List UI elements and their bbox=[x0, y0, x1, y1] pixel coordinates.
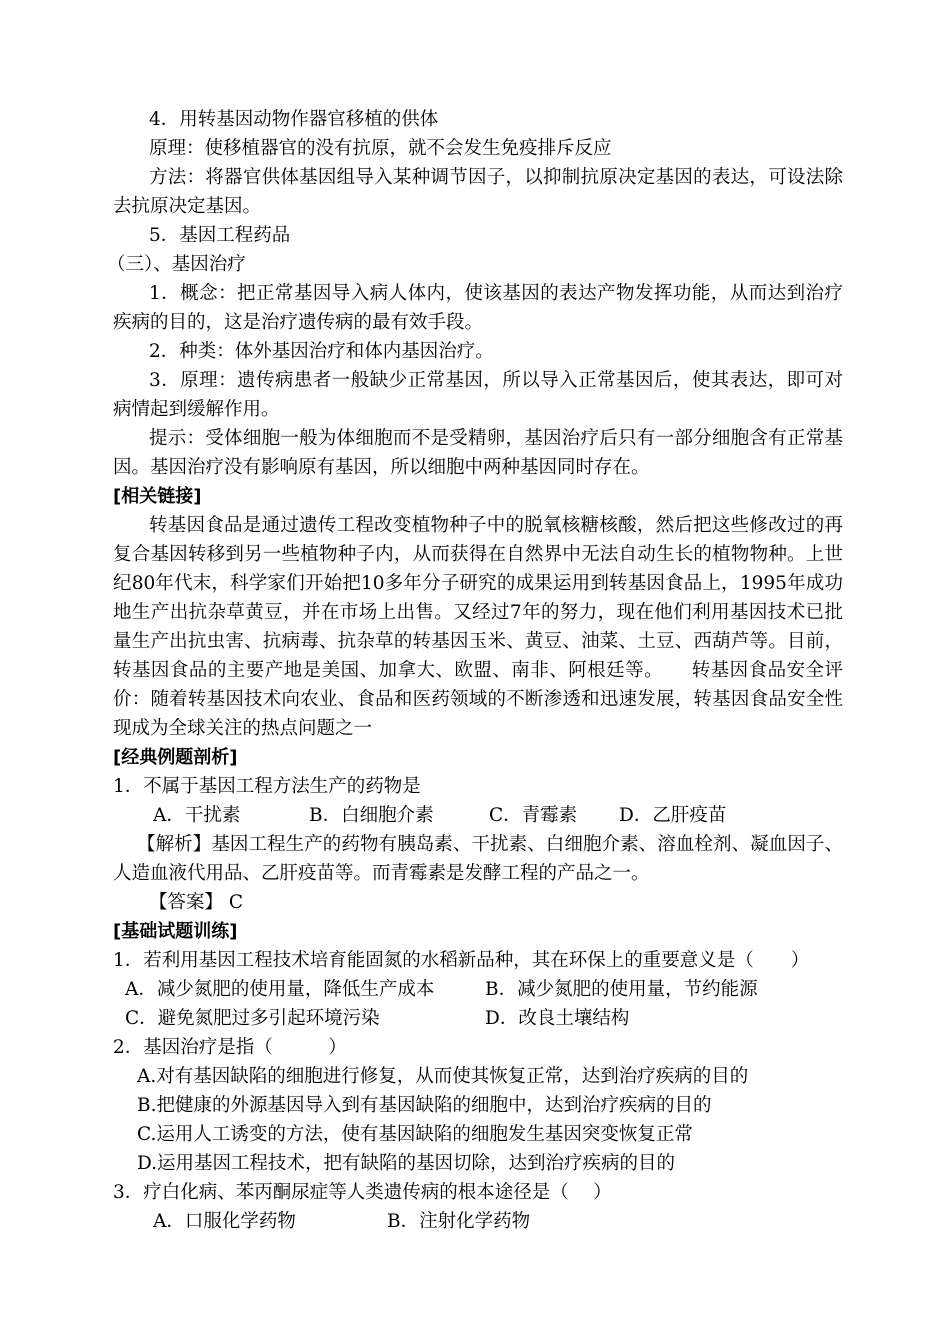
question-1-option-d: D．改良土壤结构 bbox=[485, 1008, 630, 1029]
concept-paragraph: 1．概念：把正常基因导入病人体内，使该基因的表达产物发挥功能，从而达到治疗疾病的目的，这是治疗遗传病的最有效手段。 bbox=[113, 283, 843, 333]
question-1: 1．若利用基因工程技术培育能固氮的水稻新品种，其在环保上的重要意义是（ ） bbox=[113, 950, 810, 971]
section-item-5: 5．基因工程药品 bbox=[149, 225, 291, 246]
question-1-options-row2 bbox=[113, 1004, 843, 1033]
question-3-option-b: B．注射化学药物 bbox=[387, 1211, 531, 1232]
question-3-option-a: A．口服化学药物 bbox=[153, 1211, 296, 1232]
question-1-option-a: A．减少氮肥的使用量，降低生产成本 bbox=[125, 979, 435, 1000]
question-1-option-c: C．避免氮肥过多引起环境污染 bbox=[125, 1008, 380, 1029]
example-option-a: A．干扰素 bbox=[153, 805, 241, 826]
related-links-heading: [相关链接] bbox=[113, 486, 202, 507]
related-links-body: 转基因食品是通过遗传工程改变植物种子中的脱氧核糖核酸，然后把这些修改过的再复合基因转移到另一些植物种子内，从而获得在自然界中无法自动生长的植物物种。上世纪80年代末，科学家们开始把10多年分子研究的成果运用到转基因食品上，1995年成功地生产出抗杂草黄豆，并在市场上出售。又经过7年的努力，现在他们利用基因技术已批量生产出抗虫害、抗病毒、抗杂草的转基因玉米、黄豆、油菜、土豆、西葫芦等。目前，转基因食品的主要产地是美国、加拿大、欧盟、南非、阿根廷等。 转基因食品安全评价：随着转基因技术向农业、食品和医药领域的不断渗透和迅速发展，转基因食品安全性现成为全球关注的热点问题之一 bbox=[113, 515, 843, 739]
example-heading: [经典例题剖析] bbox=[113, 747, 238, 768]
question-2: 2．基因治疗是指（ ） bbox=[113, 1037, 347, 1058]
example-answer: 【答案】 C bbox=[149, 892, 244, 913]
question-2-option-d: D.运用基因工程技术，把有缺陷的基因切除，达到治疗疾病的目的 bbox=[137, 1153, 676, 1174]
section-item-4: 4．用转基因动物作器官移植的供体 bbox=[149, 109, 439, 130]
example-options bbox=[113, 801, 843, 830]
question-1-options-row1 bbox=[113, 975, 843, 1004]
question-2-option-c: C.运用人工诱变的方法，使有基因缺陷的细胞发生基因突变恢复正常 bbox=[137, 1124, 693, 1145]
training-heading: [基础试题训练] bbox=[113, 921, 238, 942]
example-option-c: C．青霉素 bbox=[489, 805, 578, 826]
question-3: 3．疗白化病、苯丙酮尿症等人类遗传病的根本途径是（ ） bbox=[113, 1182, 612, 1203]
example-option-d: D．乙肝疫苗 bbox=[619, 805, 727, 826]
principle-paragraph: 3．原理：遗传病患者一般缺少正常基因，所以导入正常基因后，使其表达，即可对病情起到缓解作用。 bbox=[113, 370, 843, 420]
question-2-option-a: A.对有基因缺陷的细胞进行修复，从而使其恢复正常，达到治疗疾病的目的 bbox=[137, 1066, 749, 1087]
example-question: 1．不属于基因工程方法生产的药物是 bbox=[113, 776, 421, 797]
question-1-option-b: B．减少氮肥的使用量，节约能源 bbox=[485, 979, 758, 1000]
question-2-option-b: B.把健康的外源基因导入到有基因缺陷的细胞中，达到治疗疾病的目的 bbox=[137, 1095, 712, 1116]
method-paragraph: 方法：将器官供体基因组导入某种调节因子，以抑制抗原决定基因的表达，可设法除去抗原决定基因。 bbox=[113, 167, 843, 217]
principle-line: 原理：使移植器官的没有抗原，就不会发生免疫排斥反应 bbox=[149, 138, 612, 159]
example-analysis: 【解析】基因工程生产的药物有胰岛素、干扰素、白细胞介素、溶血栓剂、凝血因子、人造血液代用品、乙肝疫苗等。而青霉素是发酵工程的产品之一。 bbox=[113, 834, 843, 884]
example-option-b: B．白细胞介素 bbox=[309, 805, 434, 826]
gene-therapy-heading: （三）、基因治疗 bbox=[107, 254, 246, 275]
document-page bbox=[107, 105, 843, 1236]
types-line: 2．种类：体外基因治疗和体内基因治疗。 bbox=[149, 341, 494, 362]
hint-paragraph: 提示：受体细胞一般为体细胞而不是受精卵，基因治疗后只有一部分细胞含有正常基因。基因治疗没有影响原有基因，所以细胞中两种基因同时存在。 bbox=[113, 428, 843, 478]
question-3-options bbox=[113, 1207, 843, 1236]
